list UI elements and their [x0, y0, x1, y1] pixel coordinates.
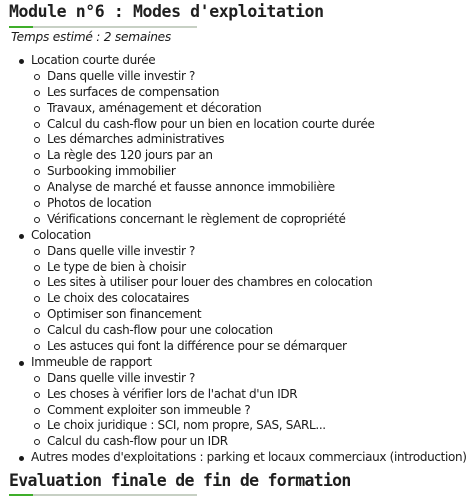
circle-bullet-icon — [34, 376, 40, 382]
list-item — [0, 371, 467, 387]
circle-bullet-icon — [34, 153, 40, 159]
section-other-modes — [0, 450, 467, 466]
section-label — [0, 355, 467, 371]
list-item-text: Les surfaces de compensation — [47, 84, 220, 99]
list-item-text: Les sites à utiliser pour louer des chambres en colocation — [47, 275, 373, 290]
list-item-text: Analyse de marché et fausse annonce immobilière — [47, 180, 335, 195]
list-item — [0, 434, 467, 450]
section-title: Immeuble de rapport — [31, 354, 152, 369]
circle-bullet-icon — [34, 312, 40, 318]
final-title-underline — [9, 494, 197, 496]
bullet-icon — [19, 456, 24, 461]
section-short-term-rental — [0, 53, 467, 228]
list-item-text: Les astuces qui font la différence pour se démarquer — [47, 339, 347, 354]
circle-bullet-icon — [34, 265, 40, 271]
sub-list — [0, 371, 467, 450]
final-evaluation-title: Evaluation finale de fin de formation — [9, 471, 351, 490]
list-item — [0, 148, 467, 164]
list-item-text: Calcul du cash-flow pour un bien en location courte durée — [47, 116, 375, 131]
list-item-text: Vérifications concernant le règlement de copropriété — [47, 211, 346, 226]
section-rental-building — [0, 355, 467, 450]
list-item-text: Dans quelle ville investir ? — [47, 243, 196, 258]
list-item-text: Le type de bien à choisir — [47, 259, 186, 274]
circle-bullet-icon — [34, 280, 40, 286]
section-title: Location courte durée — [31, 53, 156, 67]
circle-bullet-icon — [34, 423, 40, 429]
circle-bullet-icon — [34, 296, 40, 302]
module-title-underline-accent — [9, 26, 33, 28]
circle-bullet-icon — [34, 392, 40, 398]
list-item — [0, 69, 467, 85]
list-item-text: Photos de location — [47, 196, 152, 211]
circle-bullet-icon — [34, 106, 40, 112]
module-title-underline — [9, 26, 197, 28]
bullet-icon — [19, 59, 24, 64]
list-item — [0, 212, 467, 228]
list-item — [0, 387, 467, 403]
sub-list — [0, 69, 467, 228]
list-item-text: Calcul du cash-flow pour un IDR — [47, 434, 228, 449]
section-title: Autres modes d'exploitations : parking et locaux commerciaux (introduction) — [31, 450, 467, 465]
curriculum-list — [0, 53, 467, 466]
circle-bullet-icon — [34, 90, 40, 96]
circle-bullet-icon — [34, 169, 40, 175]
circle-bullet-icon — [34, 439, 40, 445]
sub-list — [0, 244, 467, 355]
list-item — [0, 85, 467, 101]
list-item — [0, 164, 467, 180]
section-label — [0, 53, 467, 69]
list-item-text: Dans quelle ville investir ? — [47, 68, 196, 83]
list-item — [0, 339, 467, 355]
list-item — [0, 418, 467, 434]
list-item — [0, 180, 467, 196]
section-colocation — [0, 228, 467, 355]
bullet-icon — [19, 361, 24, 366]
list-item-text: Les choses à vérifier lors de l'achat d'un IDR — [47, 386, 298, 401]
list-item-text: Le choix des colocataires — [47, 291, 190, 306]
list-item — [0, 196, 467, 212]
list-item-text: Comment exploiter son immeuble ? — [47, 402, 251, 417]
list-item — [0, 101, 467, 117]
bullet-icon — [19, 234, 24, 239]
list-item — [0, 403, 467, 419]
list-item — [0, 244, 467, 260]
section-label — [0, 450, 467, 466]
list-item — [0, 291, 467, 307]
section-title: Colocation — [31, 227, 91, 242]
list-item-text: Travaux, aménagement et décoration — [47, 100, 262, 115]
circle-bullet-icon — [34, 185, 40, 191]
list-item — [0, 275, 467, 291]
list-item — [0, 260, 467, 276]
list-item-text: Le choix juridique : SCI, nom propre, SAS, SARL... — [47, 418, 326, 433]
list-item-text: Optimiser son financement — [47, 307, 202, 322]
list-item — [0, 323, 467, 339]
section-label — [0, 228, 467, 244]
circle-bullet-icon — [34, 249, 40, 255]
circle-bullet-icon — [34, 408, 40, 414]
list-item-text: La règle des 120 jours par an — [47, 148, 213, 163]
list-item-text: Calcul du cash-flow pour une colocation — [47, 323, 273, 338]
estimated-duration: Temps estimé : 2 semaines — [11, 30, 172, 44]
circle-bullet-icon — [34, 201, 40, 207]
circle-bullet-icon — [34, 137, 40, 143]
list-item-text: Surbooking immobilier — [47, 164, 176, 179]
list-item — [0, 117, 467, 133]
list-item — [0, 132, 467, 148]
module-title: Module n°6 : Modes d'exploitation — [9, 2, 324, 21]
circle-bullet-icon — [34, 217, 40, 223]
list-item — [0, 307, 467, 323]
final-title-underline-accent — [9, 494, 33, 496]
circle-bullet-icon — [34, 74, 40, 80]
circle-bullet-icon — [34, 328, 40, 334]
circle-bullet-icon — [34, 122, 40, 128]
list-item-text: Dans quelle ville investir ? — [47, 370, 196, 385]
circle-bullet-icon — [34, 344, 40, 350]
list-item-text: Les démarches administratives — [47, 132, 225, 147]
